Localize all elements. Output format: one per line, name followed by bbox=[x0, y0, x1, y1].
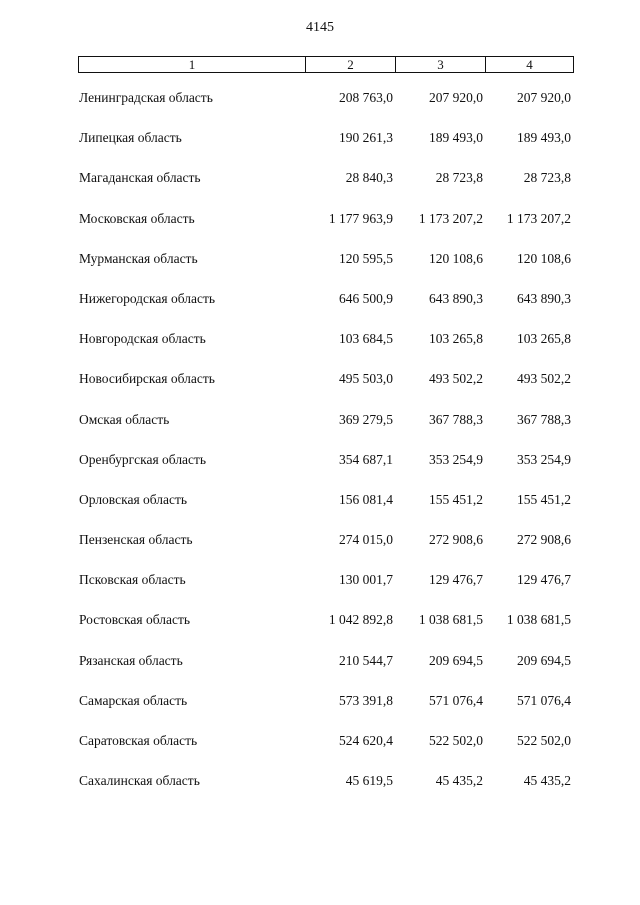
value-col-3: 189 493,0 bbox=[429, 130, 483, 146]
table-row bbox=[78, 289, 578, 329]
header-col-3: 3 bbox=[396, 57, 486, 73]
value-col-3: 45 435,2 bbox=[435, 773, 483, 789]
region-name: Новгородская область bbox=[79, 331, 206, 347]
value-col-3: 207 920,0 bbox=[429, 90, 483, 105]
value-col-4: 643 890,3 bbox=[517, 290, 571, 306]
value-col-3: 28 723,8 bbox=[435, 170, 483, 186]
value-col-4: 120 108,6 bbox=[517, 250, 571, 266]
region-name: Нижегородская область bbox=[79, 290, 216, 306]
value-col-2: 28 840,3 bbox=[345, 170, 393, 186]
value-col-2: 156 081,4 bbox=[339, 491, 393, 507]
value-col-4: 209 694,5 bbox=[517, 652, 571, 668]
value-col-3: 353 254,9 bbox=[429, 451, 483, 467]
value-col-2: 210 544,7 bbox=[339, 652, 393, 668]
value-col-3: 209 694,5 bbox=[429, 652, 483, 668]
region-name: Московская область bbox=[79, 210, 195, 226]
value-col-3: 129 476,7 bbox=[429, 572, 483, 588]
region-name: Оренбургская область bbox=[79, 451, 207, 467]
value-col-3: 367 788,3 bbox=[429, 411, 483, 427]
page-number: 4145 bbox=[306, 20, 334, 35]
table-row bbox=[78, 369, 578, 409]
value-col-2: 369 279,5 bbox=[339, 411, 393, 427]
value-col-3: 272 908,6 bbox=[429, 532, 483, 548]
table-row bbox=[78, 691, 578, 731]
value-col-2: 1 177 963,9 bbox=[328, 210, 393, 226]
region-name: Ростовская область bbox=[79, 612, 190, 628]
value-col-2: 354 687,1 bbox=[339, 451, 393, 467]
region-name: Мурманская область bbox=[79, 250, 198, 266]
table-row bbox=[78, 771, 578, 811]
header-col-2: 2 bbox=[306, 57, 396, 73]
table-body bbox=[78, 88, 578, 811]
value-col-2: 274 015,0 bbox=[339, 532, 393, 548]
table-row bbox=[78, 209, 578, 249]
value-col-2: 573 391,8 bbox=[339, 692, 393, 708]
value-col-4: 28 723,8 bbox=[523, 170, 571, 186]
value-col-3: 522 502,0 bbox=[429, 733, 483, 748]
region-name: Псковская область bbox=[79, 572, 186, 588]
value-col-4: 103 265,8 bbox=[517, 331, 571, 347]
value-col-3: 155 451,2 bbox=[429, 491, 483, 507]
value-col-4: 571 076,4 bbox=[517, 692, 571, 708]
table-row bbox=[78, 168, 578, 208]
value-col-3: 643 890,3 bbox=[429, 290, 483, 306]
value-col-2: 120 595,5 bbox=[339, 250, 393, 266]
value-col-4: 45 435,2 bbox=[523, 773, 571, 789]
value-col-2: 1 042 892,8 bbox=[328, 612, 393, 628]
header-col-4: 4 bbox=[486, 57, 574, 73]
value-col-2: 45 619,5 bbox=[345, 773, 393, 789]
region-name: Самарская область bbox=[79, 692, 188, 708]
value-col-4: 129 476,7 bbox=[517, 572, 571, 588]
region-name: Липецкая область bbox=[79, 130, 182, 146]
header-row bbox=[79, 57, 574, 73]
value-col-2: 208 763,0 bbox=[339, 90, 393, 105]
table-row bbox=[78, 610, 578, 650]
value-col-3: 1 038 681,5 bbox=[418, 612, 483, 628]
table-row bbox=[78, 490, 578, 530]
table-row bbox=[78, 731, 578, 771]
value-col-3: 571 076,4 bbox=[429, 692, 483, 708]
value-col-4: 493 502,2 bbox=[517, 371, 571, 387]
value-col-4: 272 908,6 bbox=[517, 532, 571, 548]
value-col-2: 524 620,4 bbox=[339, 733, 393, 748]
value-col-4: 522 502,0 bbox=[517, 733, 571, 748]
value-col-4: 207 920,0 bbox=[517, 90, 571, 105]
table-row bbox=[78, 128, 578, 168]
region-name: Сахалинская область bbox=[79, 773, 200, 789]
value-col-3: 1 173 207,2 bbox=[418, 210, 483, 226]
table-row bbox=[78, 88, 578, 128]
region-name: Пензенская область bbox=[79, 532, 193, 548]
value-col-4: 367 788,3 bbox=[517, 411, 571, 427]
region-name: Орловская область bbox=[79, 491, 188, 507]
table-row bbox=[78, 329, 578, 369]
region-name: Ленинградская область bbox=[79, 90, 213, 105]
table-row bbox=[78, 651, 578, 691]
value-col-2: 495 503,0 bbox=[339, 371, 393, 387]
column-number-header bbox=[78, 56, 574, 73]
region-name: Саратовская область bbox=[79, 733, 198, 748]
value-col-3: 103 265,8 bbox=[429, 331, 483, 347]
region-name: Рязанская область bbox=[79, 652, 183, 668]
table-row bbox=[78, 450, 578, 490]
value-col-2: 103 684,5 bbox=[339, 331, 393, 347]
region-name: Омская область bbox=[79, 411, 170, 427]
value-col-2: 190 261,3 bbox=[339, 130, 393, 146]
region-name: Магаданская область bbox=[79, 170, 201, 186]
value-col-4: 1 173 207,2 bbox=[506, 210, 571, 226]
value-col-4: 155 451,2 bbox=[517, 491, 571, 507]
value-col-3: 493 502,2 bbox=[429, 371, 483, 387]
table-row bbox=[78, 410, 578, 450]
value-col-2: 646 500,9 bbox=[339, 290, 393, 306]
region-name: Новосибирская область bbox=[79, 371, 215, 387]
table-row bbox=[78, 570, 578, 610]
table-row bbox=[78, 249, 578, 289]
table-row bbox=[78, 530, 578, 570]
value-col-3: 120 108,6 bbox=[429, 250, 483, 266]
value-col-4: 353 254,9 bbox=[517, 451, 571, 467]
value-col-4: 1 038 681,5 bbox=[506, 612, 571, 628]
header-col-1: 1 bbox=[79, 57, 306, 73]
value-col-2: 130 001,7 bbox=[339, 572, 393, 588]
value-col-4: 189 493,0 bbox=[517, 130, 571, 146]
